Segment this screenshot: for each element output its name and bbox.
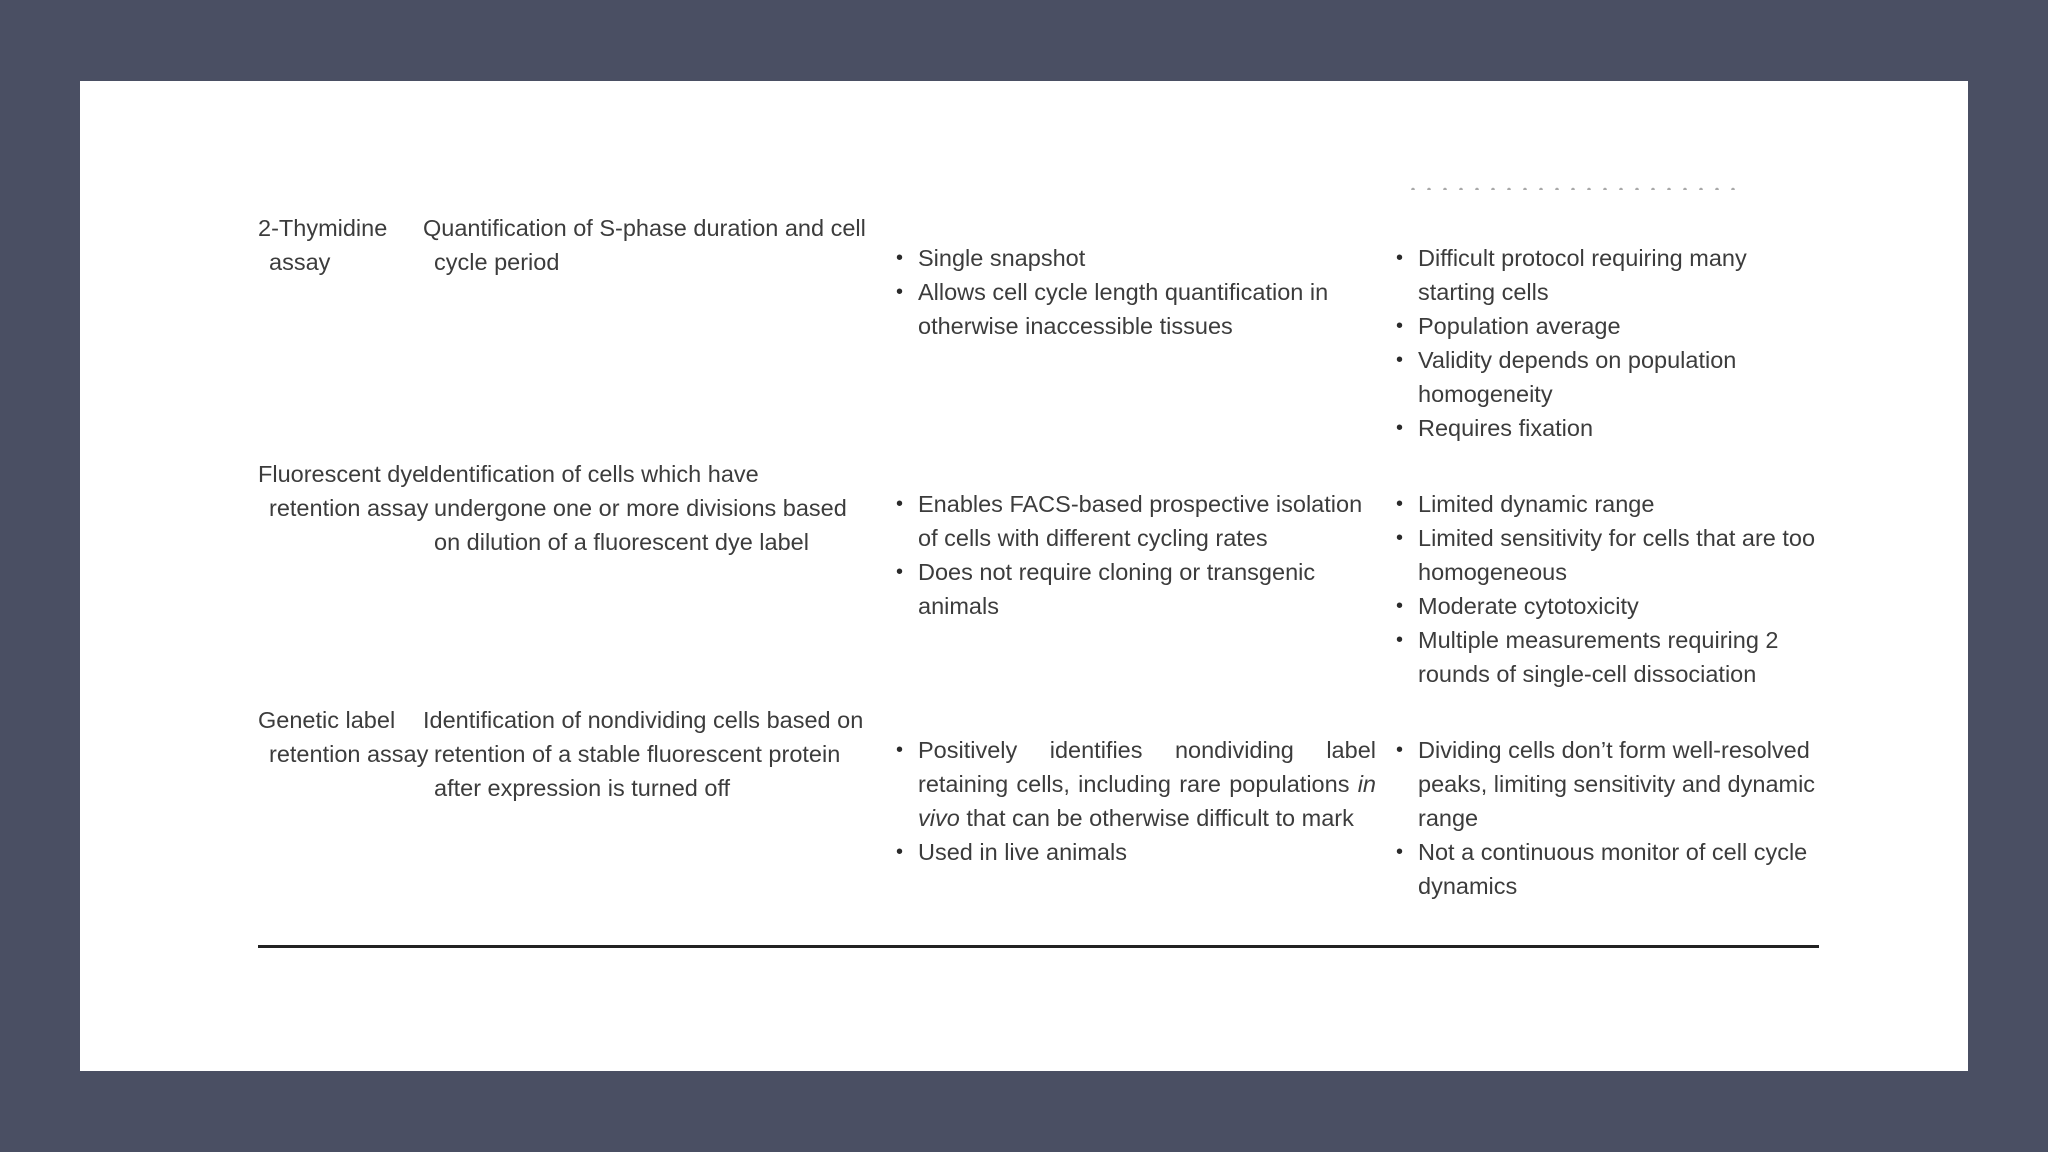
list-item: • Positively identifies nondividing label retaining cells, including rare populations in vivo that can be otherwise difficult to mark [896, 733, 1376, 835]
bullet-icon: • [1396, 739, 1404, 761]
bullet-icon: • [1396, 349, 1404, 371]
bullet-icon: • [1396, 493, 1404, 515]
advantages-list [896, 241, 1376, 343]
bullet-icon: • [1396, 417, 1404, 439]
list-item: • Enables FACS-based prospective isolation of cells with different cycling rates [896, 487, 1376, 555]
bullet-icon: • [896, 247, 904, 269]
list-item: • Limited dynamic range [1396, 487, 1820, 521]
advantages-list [896, 487, 1376, 623]
bullet-icon: • [1396, 841, 1404, 863]
bullet-icon: • [1396, 595, 1404, 617]
method-cell: Genetic label retention assay [258, 707, 429, 767]
list-item: • Not a continuous monitor of cell cycle dynamics [1396, 835, 1820, 903]
comparison-table [258, 211, 1820, 943]
limitations-cell [1396, 487, 1820, 691]
bullet-icon: • [1396, 527, 1404, 549]
advantages-cell [896, 241, 1376, 343]
limitations-cell [1396, 733, 1820, 903]
purpose-cell: Identification of nondividing cells based on retention of a stable fluorescent protein after expression is turned off [423, 707, 864, 801]
advantages-cell [896, 733, 1376, 869]
list-item: • Multiple measurements requiring 2 rounds of single-cell dissociation [1396, 623, 1820, 691]
advantages-cell [896, 487, 1376, 623]
list-item: • Moderate cytotoxicity [1396, 589, 1820, 623]
bullet-icon: • [1396, 315, 1404, 337]
table-row [258, 703, 1820, 943]
table-bottom-rule [258, 945, 1819, 948]
table-row [258, 211, 1820, 457]
bullet-icon: • [896, 841, 904, 863]
list-item: • Requires fixation [1396, 411, 1820, 445]
bullet-icon: • [896, 281, 904, 303]
limitations-list [1396, 241, 1820, 445]
method-cell: Fluorescent dye retention assay [258, 461, 429, 521]
bullet-icon: • [1396, 247, 1404, 269]
bullet-icon: • [1396, 629, 1404, 651]
document-page [80, 81, 1968, 1071]
list-item: • Difficult protocol requiring many starting cells [1396, 241, 1820, 309]
list-item: • Validity depends on population homogeneity [1396, 343, 1820, 411]
limitations-list [1396, 487, 1820, 691]
advantages-list [896, 733, 1376, 869]
list-item: • Allows cell cycle length quantification in otherwise inaccessible tissues [896, 275, 1376, 343]
list-item: • Limited sensitivity for cells that are too homogeneous [1396, 521, 1820, 589]
table-row [258, 457, 1820, 703]
list-item: • Does not require cloning or transgenic animals [896, 555, 1376, 623]
list-item: • Dividing cells don’t form well-resolved peaks, limiting sensitivity and dynamic range [1396, 733, 1820, 835]
bullet-icon: • [896, 493, 904, 515]
limitations-list [1396, 733, 1820, 903]
bullet-icon: • [896, 561, 904, 583]
list-item: • Population average [1396, 309, 1820, 343]
list-item: • Single snapshot [896, 241, 1376, 275]
limitations-cell [1396, 241, 1820, 445]
purpose-cell: Quantification of S-phase duration and cell cycle period [423, 215, 866, 275]
list-item: • Used in live animals [896, 835, 1376, 869]
clipped-text-fragment [1405, 181, 1735, 190]
clipped-text-line [1405, 181, 1735, 190]
purpose-cell: Identification of cells which have undergone one or more divisions based on dilution of a fluorescent dye label [423, 461, 847, 555]
method-cell: 2-Thymidine assay [258, 215, 388, 275]
bullet-icon: • [896, 739, 904, 761]
